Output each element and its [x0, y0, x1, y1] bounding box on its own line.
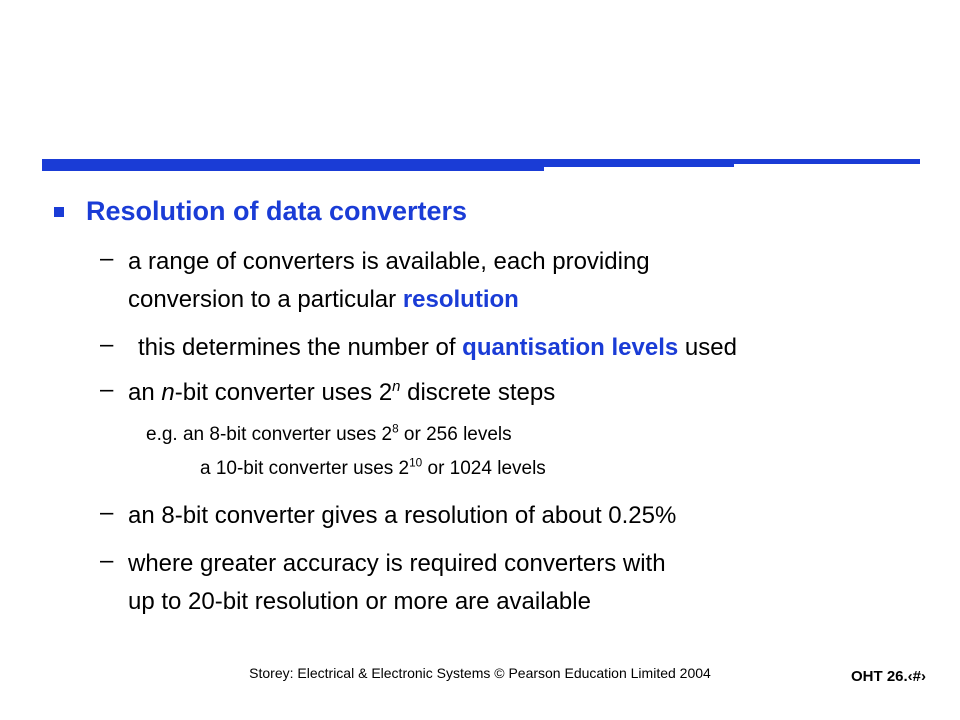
item-5-line-2: up to 20-bit resolution or more are available: [128, 588, 591, 615]
title-rule-mid: [544, 159, 734, 167]
example-2-post: or 1024 levels: [422, 458, 546, 479]
title-rule-thick: [42, 159, 544, 171]
example-1-post: or 256 levels: [398, 424, 512, 445]
item-2-line: [138, 331, 737, 365]
dash-bullet: –: [100, 376, 114, 403]
example-2-superscript: 10: [409, 456, 423, 470]
highlight-resolution: resolution: [402, 286, 519, 313]
title-rule-thin: [734, 159, 920, 164]
dash-bullet: –: [100, 331, 114, 358]
footer-credit: Storey: Electrical & Electronic Systems © Pearson Education Limited 2004: [249, 665, 711, 681]
slide-heading: Resolution of data converters: [86, 196, 468, 226]
item-2-text-post: used: [678, 334, 737, 361]
item-5-line-1: where greater accuracy is required converters with: [128, 550, 666, 577]
example-1-superscript: 8: [392, 422, 399, 436]
example-line-2: [200, 458, 546, 480]
example-1-pre: e.g. an 8-bit converter uses 2: [146, 424, 393, 445]
example-line-1: [146, 424, 512, 446]
item-3-italic-n: n: [161, 379, 175, 406]
item-3-line: [128, 376, 555, 410]
square-bullet-icon: [54, 207, 64, 217]
dash-bullet: –: [100, 499, 114, 526]
slide-number: OHT 26.‹#›: [850, 668, 926, 685]
item-3-text-post: discrete steps: [400, 379, 556, 406]
example-2-pre: a 10-bit converter uses 2: [200, 458, 410, 479]
dash-bullet: –: [100, 547, 114, 574]
item-3-text-mid: -bit converter uses 2: [174, 379, 393, 406]
item-3-text-pre: an: [128, 379, 162, 406]
item-1-line-2: [128, 283, 519, 317]
highlight-quantisation-levels: quantisation levels: [462, 334, 679, 361]
item-4-line: an 8-bit converter gives a resolution of about 0.25%: [128, 502, 677, 529]
item-1-line-1: a range of converters is available, each providing: [128, 248, 650, 275]
item-3-superscript: n: [392, 379, 401, 395]
dash-bullet: –: [100, 245, 114, 272]
item-1-text: conversion to a particular: [128, 286, 403, 313]
item-2-text-pre: this determines the number of: [138, 334, 463, 361]
